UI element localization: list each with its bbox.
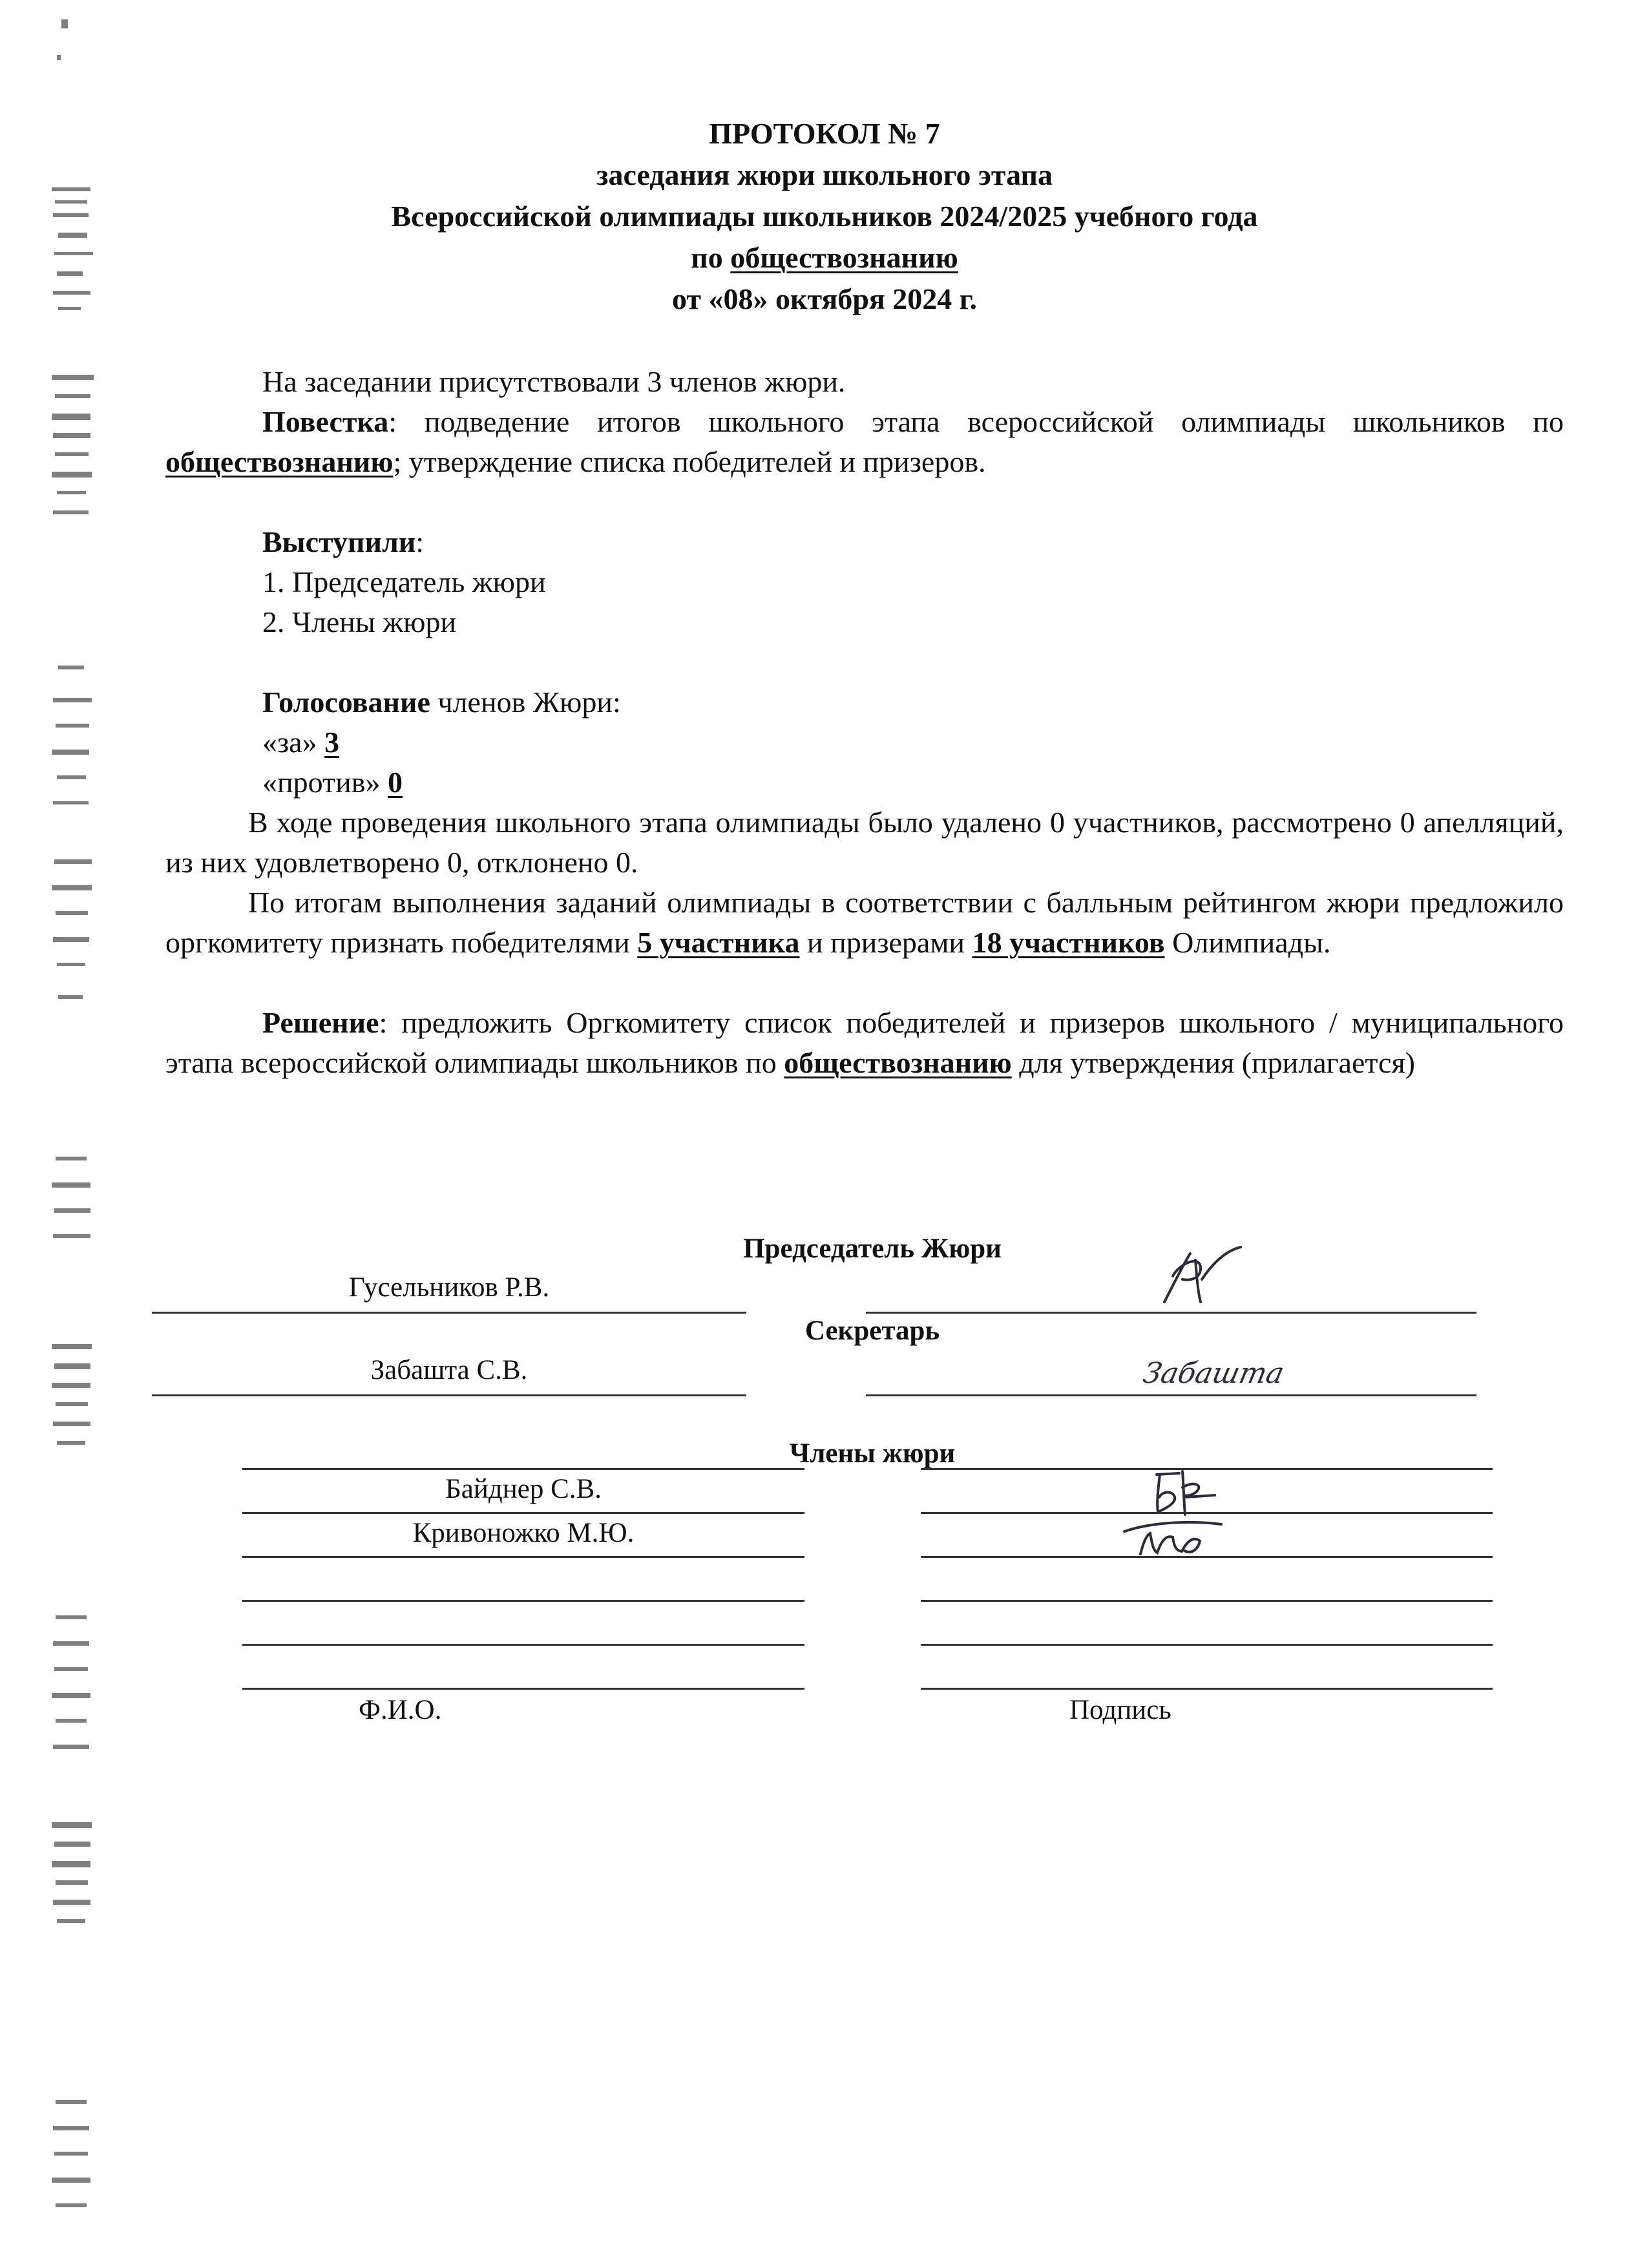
member-1-signature-icon xyxy=(1144,1462,1228,1520)
chair-signature-icon xyxy=(1150,1241,1254,1312)
vote-against: «против» 0 xyxy=(262,766,403,799)
vote-against-count: 0 xyxy=(387,766,403,799)
member-rule-top-left xyxy=(242,1468,804,1470)
secretary-signature: Забашта xyxy=(1140,1357,1287,1390)
winners-count: 5 участника xyxy=(637,926,800,959)
decision-label: Решение xyxy=(262,1006,379,1039)
secretary-signature-rule xyxy=(866,1394,1476,1396)
members-heading: Члены жюри xyxy=(789,1438,956,1469)
secretary-name-rule xyxy=(152,1394,746,1396)
member-rule-3-left xyxy=(242,1600,804,1602)
chair-name: Гусельников Р.В. xyxy=(348,1272,550,1303)
member-rule-3-right xyxy=(921,1600,1493,1602)
member-rule-4-left xyxy=(242,1644,804,1646)
subject-line: по обществознанию xyxy=(691,241,958,274)
member-rule-1-left xyxy=(242,1512,804,1514)
scan-edge-noise xyxy=(0,0,129,2268)
speaker-item-2: 2. Члены жюри xyxy=(262,605,457,638)
member-rule-5-right xyxy=(921,1688,1493,1690)
results-paragraph: По итогам выполнения заданий олимпиады в соответствии с балльным рейтингом жюри предложило оргкомитету признать победителями 5 участника и призерами 18 участников Олимпиады. xyxy=(165,886,1564,959)
prizewinners-count: 18 участников xyxy=(972,926,1165,959)
protocol-subtitle: заседания жюри школьного этапа xyxy=(596,158,1053,191)
secretary-name: Забашта С.В. xyxy=(370,1355,528,1385)
speaker-item-1: 1. Председатель жюри xyxy=(262,565,546,598)
protocol-header xyxy=(0,113,1649,320)
fio-label: Ф.И.О. xyxy=(359,1695,442,1725)
member-rule-2-left xyxy=(242,1556,804,1558)
vote-for: «за» 3 xyxy=(262,726,340,759)
protocol-title: ПРОТОКОЛ № 7 xyxy=(709,117,940,150)
member-name-1: Байднер С.В. xyxy=(445,1474,602,1504)
secretary-heading: Секретарь xyxy=(804,1316,940,1346)
chair-signature-rule xyxy=(866,1312,1476,1314)
signature-label: Подпись xyxy=(1069,1695,1171,1725)
attendance-paragraph: На заседании присутствовали 3 членов жюри. xyxy=(262,365,846,398)
member-name-2: Кривоножко М.Ю. xyxy=(412,1518,635,1548)
vote-heading: Голосование членов Жюри: xyxy=(262,686,621,719)
vote-for-count: 3 xyxy=(324,726,340,759)
member-rule-5-left xyxy=(242,1688,804,1690)
removed-paragraph: В ходе проведения школьного этапа олимпиады было удалено 0 участников, рассмотрено 0 апелляций, из них удовлетворено 0, отклонено 0. xyxy=(165,806,1564,879)
member-rule-4-right xyxy=(921,1644,1493,1646)
agenda-subject: обществознанию xyxy=(165,445,394,478)
protocol-body xyxy=(165,362,1564,1083)
chair-name-rule xyxy=(152,1312,746,1314)
decision-paragraph: Решение: предложить Оргкомитету список победителей и призеров школьного / муниципального этапа всероссийской олимпиады школьников по обществознанию для утверждения (прилагается) xyxy=(165,1006,1564,1079)
agenda-label: Повестка xyxy=(262,405,389,438)
decision-subject: обществознанию xyxy=(784,1046,1012,1079)
chair-heading: Председатель Жюри xyxy=(743,1234,1002,1264)
olympiad-name: Всероссийской олимпиады школьников 2024/2025 учебного года xyxy=(391,200,1258,233)
member-2-signature-icon xyxy=(1115,1515,1231,1560)
subject-name: обществознанию xyxy=(730,241,958,274)
speakers-heading: Выступили: xyxy=(262,525,425,558)
agenda-paragraph: Повестка: подведение итогов школьного этапа всероссийской олимпиады школьников по обществознанию; утверждение списка победителей и призеров. xyxy=(165,405,1564,478)
protocol-date: от «08» октября 2024 г. xyxy=(671,282,978,315)
